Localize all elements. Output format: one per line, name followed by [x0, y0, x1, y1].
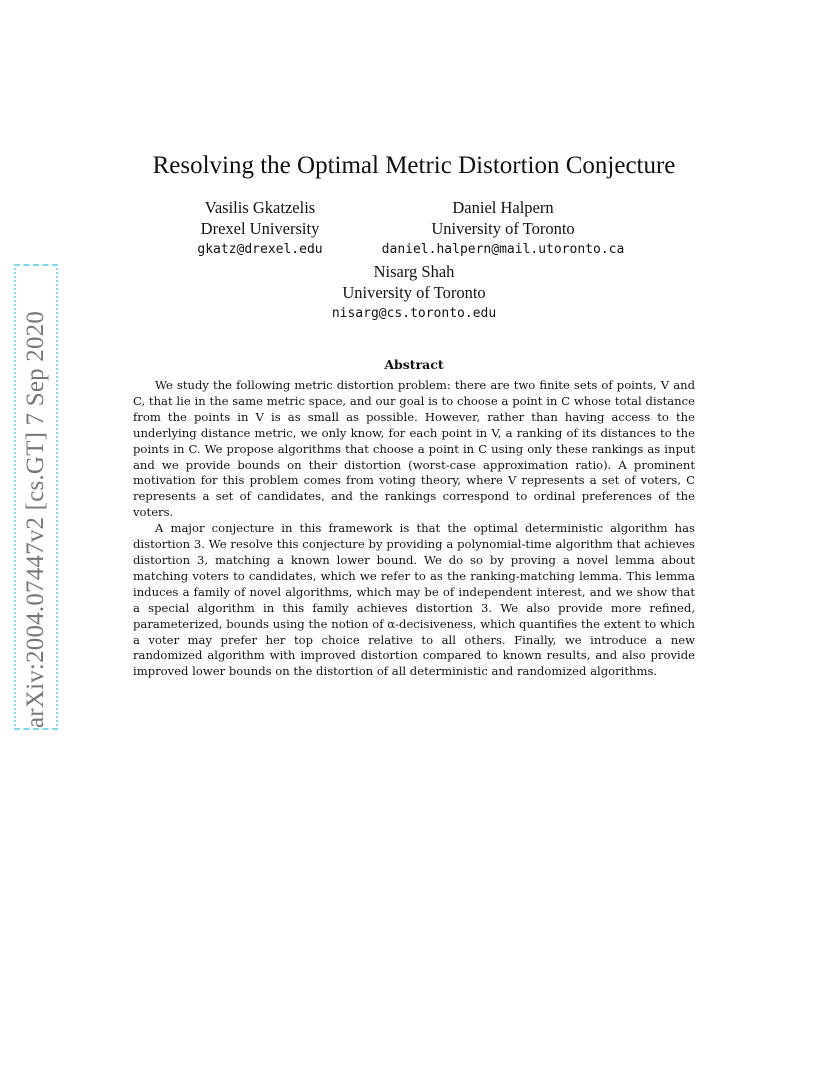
- abstract-body: [133, 378, 695, 680]
- abstract-paragraph: We study the following metric distortion problem: there are two finite sets of points, V and C, that lie in the same metric space, and our goal is to choose a point in C whose total distance from the points in V is as small as possible. However, rather than having access to the underlying distance metric, we only know, for each point in V, a ranking of its distances to the points in C. We propose algorithms that choose a point in C using only these rankings as input and we provide bounds on their distortion (worst-case approximation ratio). A prominent motivation for this problem comes from voting theory, where V represents a set of voters, C represents a set of candidates, and the rankings correspond to ordinal preferences of the voters.: [133, 378, 695, 520]
- author-email: daniel.halpern@mail.utoronto.ca: [381, 242, 625, 257]
- author-email: gkatz@drexel.edu: [197, 242, 323, 257]
- author-name: Vasilis Gkatzelis: [204, 198, 316, 217]
- author-block: [365, 197, 641, 260]
- author-email: nisarg@cs.toronto.edu: [331, 306, 497, 321]
- author-name: Nisarg Shah: [373, 262, 455, 281]
- author-affiliation: University of Toronto: [431, 219, 575, 238]
- author-block: [180, 197, 340, 260]
- arxiv-identifier: arXiv:2004.07447v2 [cs.GT] 7 Sep 2020: [22, 310, 49, 728]
- author-affiliation: University of Toronto: [342, 283, 486, 302]
- paper-title: Resolving the Optimal Metric Distortion Conjecture: [152, 152, 676, 179]
- author-name: Daniel Halpern: [452, 198, 554, 217]
- abstract-heading: Abstract: [384, 357, 444, 372]
- abstract-paragraph: A major conjecture in this framework is that the optimal deterministic algorithm has distortion 3. We resolve this conjecture by providing a polynomial-time algorithm that achieves distortion 3, matching a known lower bound. We do so by proving a novel lemma about matching voters to candidates, which we refer to as the ranking-matching lemma. This lemma induces a family of novel algorithms, which may be of independent interest, and we show that a special algorithm in this family achieves distortion 3. We also provide more refined, parameterized, bounds using the notion of α-decisiveness, which quantifies the extent to which a voter may prefer her top choice relative to all others. Finally, we introduce a new randomized algorithm with improved distortion compared to known results, and also provide improved lower bounds on the distortion of all deterministic and randomized algorithms.: [133, 521, 695, 679]
- author-affiliation: Drexel University: [200, 219, 320, 238]
- author-block: [300, 261, 528, 324]
